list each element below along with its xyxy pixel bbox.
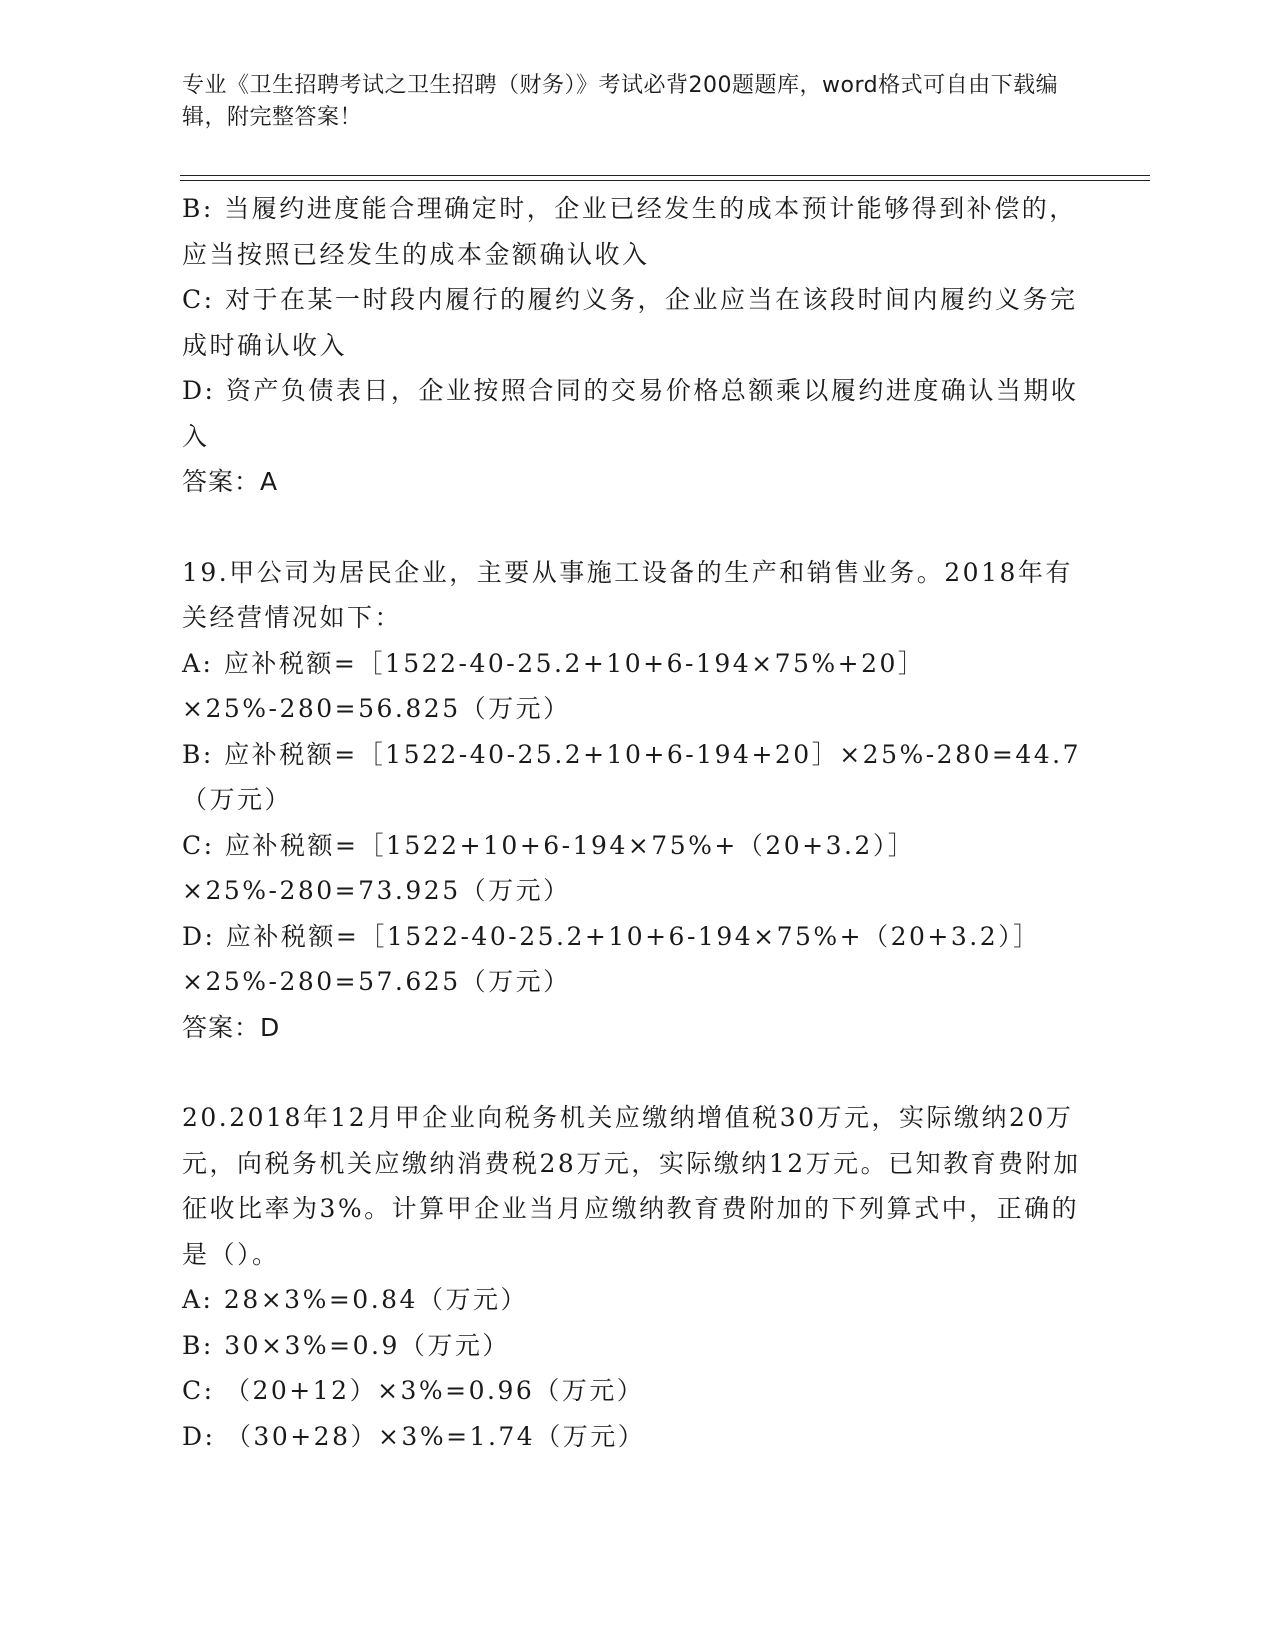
q20-option-c: C: （20+12）×3%=0.96（万元） <box>182 1376 645 1405</box>
q18-option-d: D: 资产负债表日，企业按照合同的交易价格总额乘以履约进度确认当期收入 <box>182 376 1079 451</box>
header-divider-top <box>180 175 1150 176</box>
q20-option-b: B: 30×3%=0.9（万元） <box>182 1330 510 1360</box>
q19-stem: 19.甲公司为居民企业，主要从事施工设备的生产和销售业务。2018年有关经营情况如下： <box>182 557 1073 632</box>
q19-answer: 答案：D <box>182 1012 281 1042</box>
spacer <box>182 1050 1082 1095</box>
q20-option-d: D: （30+28）×3%=1.74（万元） <box>182 1421 646 1451</box>
document-body <box>182 186 1082 1459</box>
q19-option-d: D: 应补税额=［1522-40-25.2+10+6-194×75%+（20+3.2）］×25%-280=57.625（万元） <box>182 921 1041 996</box>
q20-stem: 20.2018年12月甲企业向税务机关应缴纳增值税30万元，实际缴纳20万元，向税务机关应缴纳消费税28万元，实际缴纳12万元。已知教育费附加征收比率为3%。计算甲企业当月应缴纳教育费附加的下列算式中，正确的是（）。 <box>182 1103 1081 1269</box>
spacer <box>182 505 1082 550</box>
header-divider-bottom <box>180 180 1150 181</box>
q18-option-b: B: 当履约进度能合理确定时，企业已经发生的成本预计能够得到补偿的，应当按照已经发生的成本金额确认收入 <box>182 194 1077 269</box>
q19-option-c: C: 应补税额=［1522+10+6-194×75%+（20+3.2）］×25%-280=73.925（万元） <box>182 830 916 905</box>
q19-option-a: A: 应补税额=［1522-40-25.2+10+6-194×75%+20］×25%-280=56.825（万元） <box>182 648 926 723</box>
page-header: 专业《卫生招聘考试之卫生招聘（财务）》考试必背200题题库，word格式可自由下载编辑，附完整答案！ <box>182 73 1059 130</box>
q18-answer: 答案：A <box>182 467 279 496</box>
q20-option-a: A: 28×3%=0.84（万元） <box>182 1285 528 1314</box>
q19-option-b: B: 应补税额=［1522-40-25.2+10+6-194+20］×25%-280=44.7（万元） <box>182 739 1082 814</box>
q18-option-c: C: 对于在某一时段内履行的履约义务，企业应当在该段时间内履约义务完成时确认收入 <box>182 285 1078 360</box>
